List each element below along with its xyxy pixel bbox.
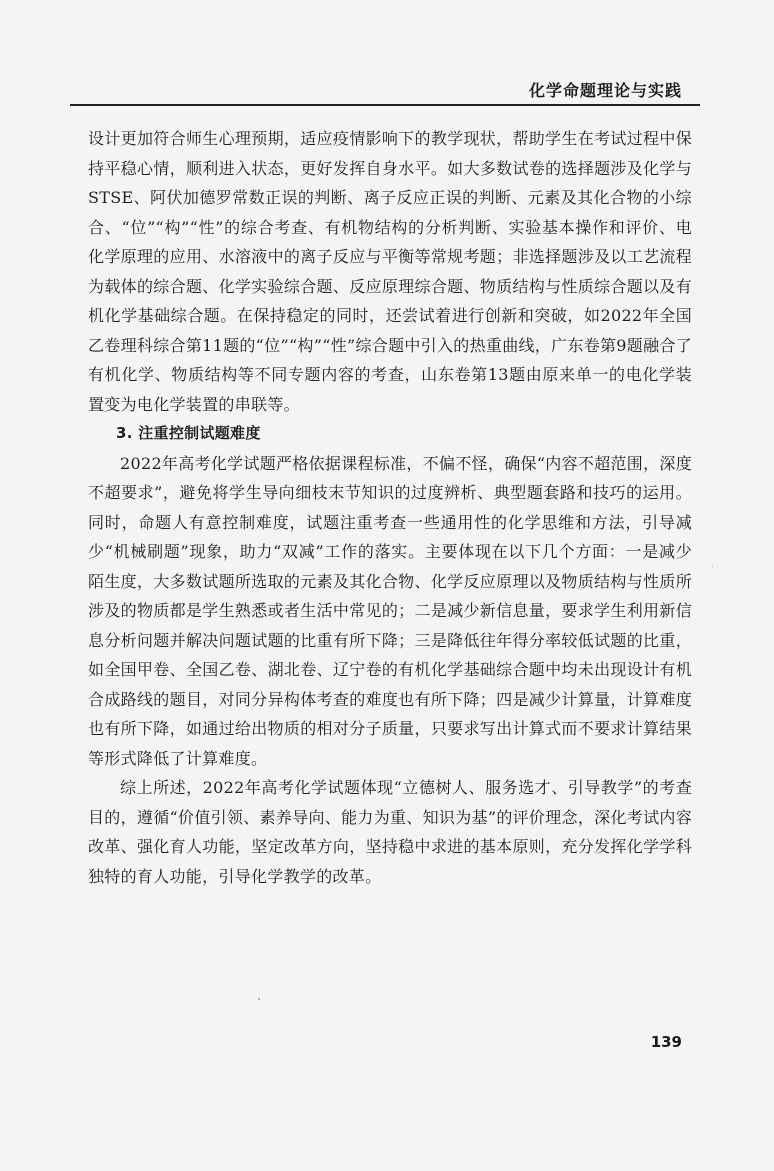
paragraph-summary: 综上所述，2022年高考化学试题体现“立德树人、服务选才、引导教学”的考查目的，遵循“价值引领、素养导向、能力为重、知识为基”的评价理念，深化考试内容改革、强化育人功能，坚定改革方向，坚持稳中求进的基本原则，充分发挥化学学科独特的育人功能，引导化学教学的改革。 (88, 778, 692, 886)
running-head-title: 化学命题理论与实践 (528, 81, 682, 100)
header-rule (70, 104, 700, 106)
page-number: 139 (650, 1033, 682, 1051)
main-text (88, 124, 692, 891)
scan-speck (258, 998, 260, 1000)
section-heading: 3. 注重控制试题难度 (116, 424, 261, 442)
paragraph-continued: 设计更加符合师生心理预期，适应疫情影响下的教学现状，帮助学生在考试过程中保持平稳心情，顺利进入状态，更好发挥自身水平。如大多数试卷的选择题涉及化学与STSE、阿伏加德罗常数正误的判断、离子反应正误的判断、元素及其化合物的小综合、“位”“构”“性”的综合考查、有机物结构的分析判断、实验基本操作和评价、电化学原理的应用、水溶液中的离子反应与平衡等常规考题；非选择题涉及以工艺流程为载体的综合题、化学实验综合题、反应原理综合题、物质结构与性质综合题以及有机化学基础综合题。在保持稳定的同时，还尝试着进行创新和突破，如2022年全国乙卷理科综合第11题的“位”“构”“性”综合题中引入的热重曲线，广东卷第9题融合了有机化学、物质结构等不同专题内容的考查，山东卷第13题由原来单一的电化学装置变为电化学装置的串联等。 (88, 129, 692, 414)
paragraph: 2022年高考化学试题严格依据课程标准，不偏不怪，确保“内容不超范围，深度不超要求”，避免将学生导向细枝末节知识的过度辨析、典型题套路和技巧的运用。同时，命题人有意控制难度，试题注重考查一些通用性的化学思维和方法，引导减少“机械刷题”现象，助力“双减”工作的落实。主要体现在以下几个方面：一是减少陌生度，大多数试题所选取的元素及其化合物、化学反应原理以及物质结构与性质所涉及的物质都是学生熟悉或者生活中常见的；二是减少新信息量，要求学生利用新信息分析问题并解决问题试题的比重有所下降；三是降低往年得分率较低试题的比重，如全国甲卷、全国乙卷、湖北卷、辽宁卷的有机化学基础综合题中均未出现设计有机合成路线的题目，对同分异构体考查的难度也有所下降；四是减少计算量，计算难度也有所下降，如通过给出物质的相对分子质量，只要求写出计算式而不要求计算结果等形式降低了计算难度。 (88, 453, 692, 768)
scan-speck (712, 566, 713, 567)
